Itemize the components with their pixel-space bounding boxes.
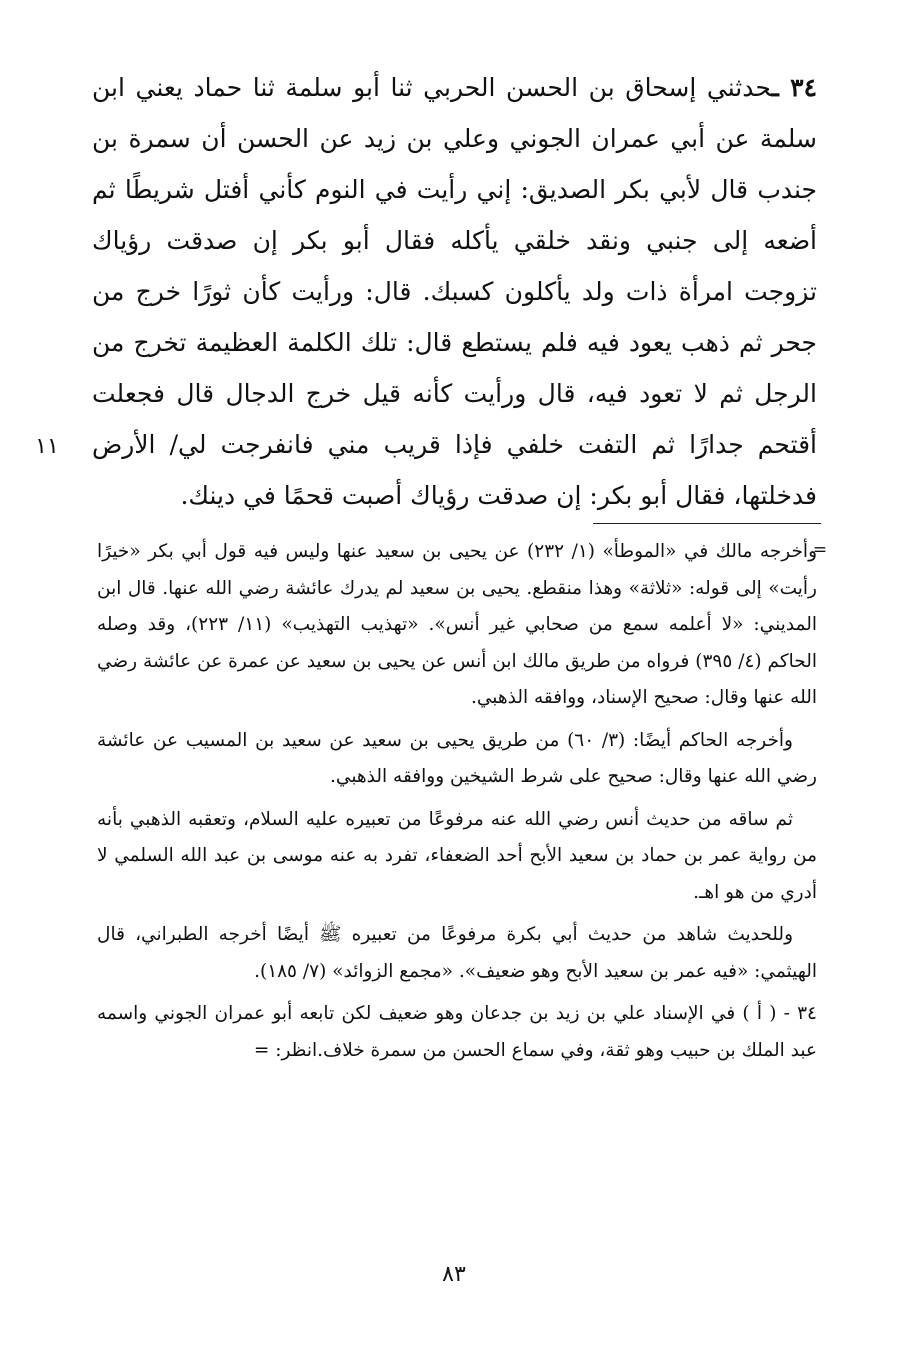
page-number: ٨٣ — [442, 1262, 466, 1287]
margin-number: ١١ — [35, 434, 59, 459]
continuation-mark: = — [812, 540, 828, 560]
hadith-number: ٣٤ ـ — [771, 73, 817, 102]
hadith-body: حدثني إسحاق بن الحسن الحربي ثنا أبو سلمة ثنا حماد يعني ابن سلمة عن أبي عمران الجوني وعلي بن زيد عن الحسن أن سمرة بن جندب قال لأبي بكر الصديق: إني رأيت في النوم كأني أفتل شريطًا ثم أضعه إلى جنبي ونقد خلقي يأكله فقال أبو بكر إن صدقت رؤياك تزوجت امرأة ذات ولد يأكلون كسبك. قال: ورأيت كأن ثورًا خرج من جحر ثم ذهب يعود فيه فلم يستطع قال: تلك الكلمة العظيمة تخرج من الرجل ثم لا تعود فيه، قال ورأيت كأنه قيل خرج الدجال قال فجعلت أقتحم جدارًا ثم التفت خلفي فإذا قريب مني فانفرجت لي/ الأرض فدخلتها، فقال أبو بكر: إن صدقت رؤياك أصبت قحمًا في دينك. — [92, 73, 817, 510]
footnote-paragraph: ثم ساقه من حديث أنس رضي الله عنه مرفوعًا من تعبيره عليه السلام، وتعقبه الذهبي بأنه من رواية عمر بن حماد بن سعيد الأبح أحد الضعفاء، تفرد به عنه موسى بن عبد الله السلمي لا أدري من هو اهـ. — [97, 808, 817, 903]
footnote-paragraph: وأخرجه الحاكم أيضًا: (٣/ ٦٠) من طريق يحيى بن سعيد عن سعيد بن المسيب عن عائشة رضي الله عنها وقال: صحيح على شرط الشيخين ووافقه الذهبي. — [97, 729, 817, 787]
footnote-paragraph: وأخرجه مالك في «الموطأ» (١/ ٢٣٢) عن يحيى بن سعيد عنها وليس فيه قول أبي بكر «خيرًا رأيت» إلى قوله: «ثلاثة» وهذا منقطع. يحيى بن سعيد لم يدرك عائشة رضي الله عنها. قال ابن المديني: «لا أعلمه سمع من صحابي غير أنس». «تهذيب التهذيب» (١١/ ٢٢٣)، وقد وصله الحاكم (٤/ ٣٩٥) فرواه من طريق مالك ابن أنس عن يحيى بن سعيد عن عمرة عن عائشة رضي الله عنها وقال: صحيح الإسناد، ووافقه الذهبي. — [97, 541, 817, 708]
hadith-paragraph — [92, 62, 817, 521]
footnote-paragraph: وللحديث شاهد من حديث أبي بكرة مرفوعًا من تعبيره ﷺ أيضًا أخرجه الطبراني، قال الهيثمي: «فيه عمر بن سعيد الأبح وهو ضعيف». «مجمع الزوائد» (٧/ ١٨٥). — [97, 924, 817, 982]
footnote-34a: ٣٤ - ( أ ) في الإسناد علي بن زيد بن جدعان وهو ضعيف لكن تابعه أبو عمران الجوني واسمه عبد الملك بن حبيب وهو ثقة، وفي سماع الحسن من سمرة خلاف.انظر: = — [97, 1003, 817, 1061]
footnotes — [97, 534, 817, 1075]
footnote-separator — [593, 523, 821, 524]
main-text — [92, 62, 817, 521]
